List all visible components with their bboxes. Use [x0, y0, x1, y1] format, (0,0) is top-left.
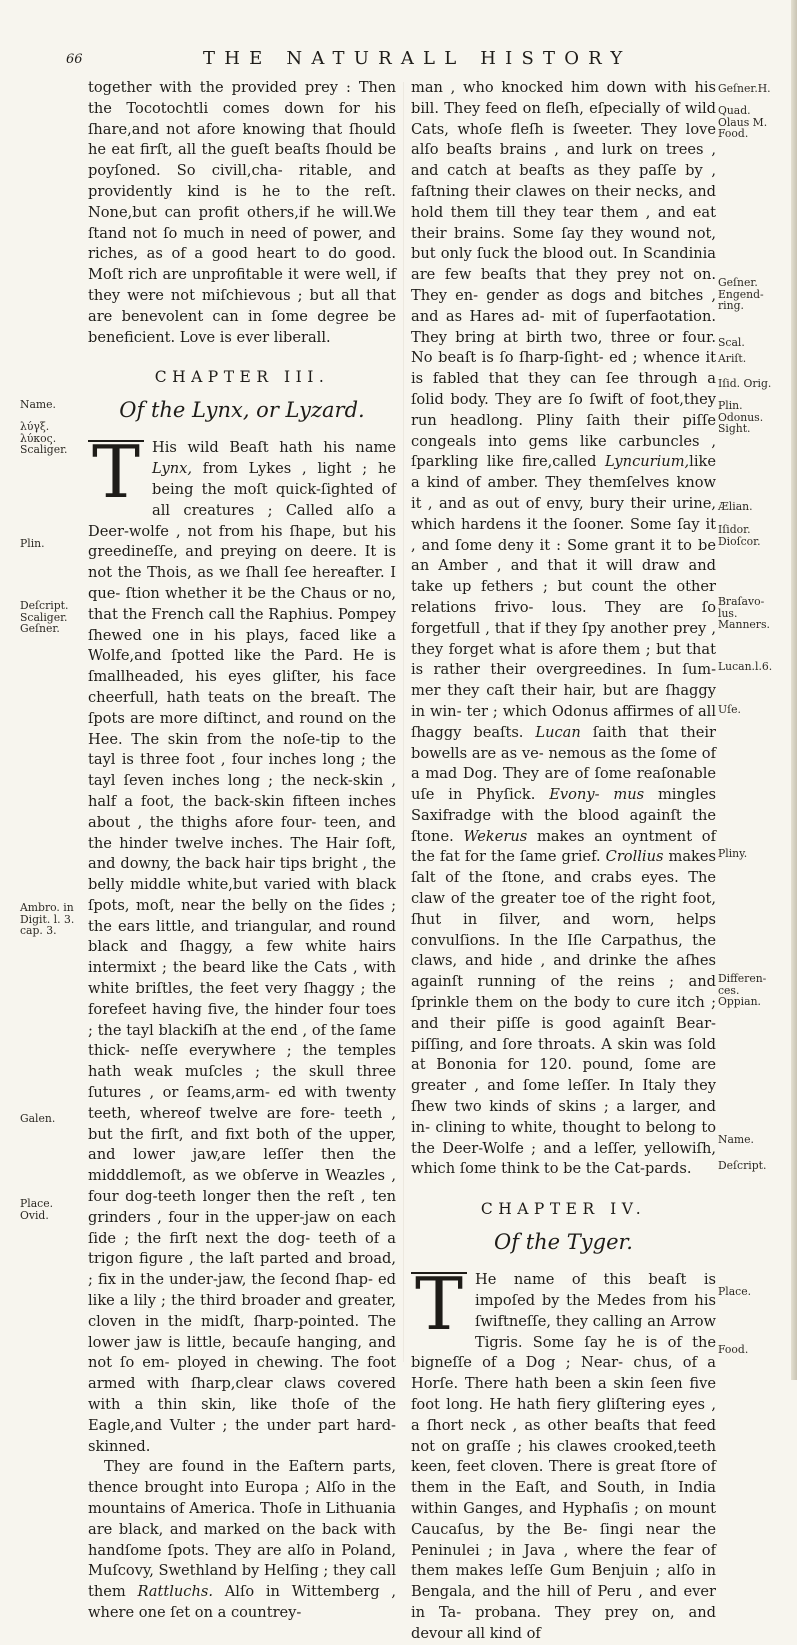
- chapter-subtitle: Of the Tyger.: [494, 1230, 633, 1255]
- paragraph-tocotochtli: together with the provided prey : Then the Tocotochtli comes down for his ſhare,and not afore knowing that ſhould he eat firſt, all the gueſt beaſts ſhould be poyſoned. So civill,cha- ritable, and providently kind is he to the reſt. None,but can profit others,if he will.We ſtand not ſo much in need of power, and riches, as of a good heart to do good. Moſt rich are unprofitable it were well, if they were not miſchievous ; but all that are benevolent can in ſome degree be beneficient. Love is ever liberall.: [88, 79, 396, 346]
- chapter-title: CHAPTER IV.: [480, 1200, 647, 1219]
- margin-note: Name.: [20, 398, 56, 411]
- margin-note: Scal.: [718, 336, 745, 349]
- margin-note: Pliny.: [718, 847, 748, 860]
- margin-note: Braſavo- lus. Manners.: [718, 595, 770, 632]
- paragraph-lynx-description: [88, 430, 396, 1457]
- margin-note: Plin. Odonus. Sight.: [718, 399, 764, 436]
- drop-cap: T: [411, 1272, 467, 1336]
- text-run: His wild Beaſt hath his name: [152, 439, 396, 457]
- text-run: makes an oyntment of the fat for the ſame grief.: [411, 827, 716, 866]
- page-edge: [791, 0, 797, 1380]
- margin-note: λύγξ. λύκος. Scaliger.: [20, 420, 68, 457]
- margin-note: Deſcript.: [718, 1159, 767, 1172]
- paragraph-lynx-habits: [411, 78, 716, 1180]
- paragraph-tyger: [411, 1262, 716, 1644]
- margin-note: Galen.: [20, 1112, 56, 1125]
- italic-name: Crollius: [605, 848, 664, 866]
- text-run: man , who knocked him down with his bill. They feed on fleſh, eſpecially of wild Cats, whoſe fleſh is ſweeter. They love alſo beaſts brains , and lurk on trees , and catch at beaſts as they paſſe by , faſtning their clawes on their necks, and hold them till they tear them , and eat their brains. Some ſay they wound not, but only ſuck the blood out. In Scandinia are few beaſts that they prey not on. They en- gender as dogs and bitches , and as Hares ad- mit of ſuperfaotation. They bring at birth two, three or four. No beaſt is ſo ſharp-ſight- ed ; whence it is fabled that they can ſee through a ſolid body. They are ſo ſwift of foot,they run headlong. Pliny ſaith their piſſe congeals into gems like carbuncles , ſparkling like fire,called: [411, 79, 716, 471]
- text-run: from Lykes , light ; he being the moſt quick-ſighted of all creatures ; Called alſo a Deer-wolfe , not from his ſhape, but his greedineſſe, and preying on deere. It is not the Thois, as we ſhall ſee hereafter. I que- ſtion whether it be the Chaus or no, that the French call the Raphius. Pompey ſhewed one in his plays, faced like a Wolfe,and ſpotted like the Pard. He is ſmallheaded, his eyes gliſter, his face cheerfull, hath teats on the breaſt. The ſpots are more diſtinct, and round on the Hee. The skin from the noſe-tip to the tayl is three foot , four inches long ; the tayl ſeven inches long ; the neck-skin , half a foot, the back-skin fifteen inches about , the thighs afore four- teen, and the hinder twelve inches. The Hair ſoft, and downy, the back hair tips bright , the belly middle white,but varied with black ſpots, moſt, near the belly on the ſides ; the ears little, and triangular, and round black and ſhaggy, a few white hairs intermixt ; the beard like the Cats , with white briſtles, the feet very ſhaggy ; the forefeet having five, the hinder four toes ; the tayl blackiſh at the end , of the ſame thick- neſſe everywhere ; the temples hath weak muſcles ; the skull three ſutures , or ſeams,arm- ed with twenty teeth, whereof twelve are fore- teeth , but the firſt, and fixt both of the upper, and lower jaw,are leſſer then the midddlemoſt, as we obſerve in Weazles , four dog-teeth longer then the reſt , ten grinders , four in the upper-jaw on each ſide ; the firſt next the dog- teeth of a trigon figure , the laſt parted and broad, ; fix in the under-jaw, the ſecond ſhap- ed like a lily ; the third broader and greater, cloven in the midſt, ſharp-pointed. The lower jaw is little, becauſe hanging, and not ſo em- ployed in chewing. The foot armed with ſharp,clear claws covered with a thin skin, like thoſe of the Eagle,and Vulter ; the under part hard-skinned.: [88, 460, 396, 1455]
- margin-note: Quad. Olaus M. Food.: [718, 104, 768, 141]
- left-column: [88, 78, 396, 1624]
- text-run: ſaith that their bowells are as ve- nemous as the ſome of a mad Dog. They are of ſome reaſonable uſe in Phyſick.: [411, 723, 716, 804]
- margin-note: Ariſt.: [718, 352, 747, 365]
- text-run: Alſo in Wittemberg , where one ſet on a countrey-: [88, 1583, 396, 1621]
- italic-term: Lynx,: [152, 460, 192, 478]
- page-number: 66: [66, 52, 83, 67]
- chapter-subtitle: Of the Lynx, or Lyzard.: [119, 398, 365, 423]
- italic-name: Lucan: [535, 723, 581, 741]
- margin-note: Uſe.: [718, 703, 741, 716]
- column-gutter: [403, 82, 404, 1362]
- text-run: They are found in the Eaſtern parts, thence brought into Europa ; Alſo in the mountains of America. Thoſe in Lithuania are black, and marked on the back with handſome ſpots. They are alſo in Poland, Muſcovy, Swethland by Helſing ; they call them: [88, 1458, 396, 1601]
- margin-note: Geſner. Engend- ring.: [718, 276, 764, 313]
- margin-note: Food.: [718, 1343, 749, 1356]
- margin-note: Ælian.: [718, 500, 753, 513]
- margin-note: Differen- ces. Oppian.: [718, 972, 767, 1009]
- margin-note: Geſner.H.: [718, 82, 771, 95]
- margin-note: Place. Ovid.: [20, 1197, 54, 1222]
- italic-name: Wekerus: [463, 827, 528, 845]
- page-header: [0, 48, 797, 74]
- margin-note: Lucan.l.6.: [718, 660, 773, 673]
- running-head: THE NATURALL HISTORY: [203, 48, 632, 69]
- drop-cap: T: [88, 440, 144, 504]
- text-run: like a kind of amber. They themſelves know it , and as out of envy, bury their urine, which hardens it the ſooner. Some ſay it , and ſome deny it : Some grant it to be an Amber , and that it will draw and take up fethers ; but count the other relations frivo- lous. They are ſo forgetfull , that if they ſpy another prey , they forget what is afore them ; but that is rather their overgreedines. In ſum- mer they caſt their hair, but are ſhaggy in win- ter ; which Odonus affirmes of all ſhaggy beaſts.: [411, 453, 716, 741]
- margin-note: Iſid. Orig.: [718, 377, 772, 390]
- margin-note: Deſcript. Scaliger. Geſner.: [20, 599, 69, 636]
- margin-note: Iſidor. Dioſcor.: [718, 523, 761, 548]
- margin-note: Name.: [718, 1133, 754, 1146]
- margin-note: Plin.: [20, 537, 45, 550]
- text-run: He name of this beaſt is impoſed by the Medes from his ſwiftneſſe, they calling an Arrow Tigris. Some ſay he is of the bigneſſe of a Dog ; Near- chus, of a Horſe. There hath been a skin ſeen five foot long. He hath fiery gliſtering eyes , a ſhort neck , as other beaſts that feed not on graſſe ; his clawes crooked,teeth keen, feet cloven. There is great ſtore of them in the Eaſt, and South, in India within Ganges, and Hyphaſis ; on mount Caucaſus, by the Be- ſingi near the Peninulei ; in Java , where the fear of them makes leſſe Gum Benjuin ; alſo in Bengala, and the hill of Peru , and ever in Ta- probana. They prey on, and devour all kind of: [411, 1271, 716, 1642]
- margin-note: Ambro. in Digit. l. 3. cap. 3.: [20, 901, 75, 938]
- italic-name: Evony- mus: [549, 786, 645, 804]
- paragraph-lynx-place: [88, 1457, 396, 1623]
- right-column: [411, 78, 716, 1645]
- chapter-title: CHAPTER III.: [154, 368, 330, 387]
- text-run: mingles Saxifradge with the blood againſt the ſtone.: [411, 786, 717, 845]
- text-run: makes ſalt of the ſtone, and crabs eyes. The claw of the greater toe of the right foot, ſhut in ſilver, and worn, helps convulſions. In the Iſle Carpathus, the claws, and hide , and drinke the aſhes againſt running of the reins ; and ſprinkle them on the body to cure itch ; and their piſſe is good againſt Bear-piſſing, and ſore throats. A skin was ſold at Bononia for 120. pound, ſome are greater , and ſome leſſer. In Italy they ſhew two kinds of skins ; a larger, and in- clining to white, thought to belong to the Deer-Wolfe ; and a leſſer, yellowiſh, which ſome think to be the Cat-pards.: [411, 848, 716, 1178]
- italic-term: Lyncurium,: [605, 453, 690, 471]
- italic-term: Rattluchs.: [137, 1583, 214, 1601]
- margin-note: Place.: [718, 1285, 752, 1298]
